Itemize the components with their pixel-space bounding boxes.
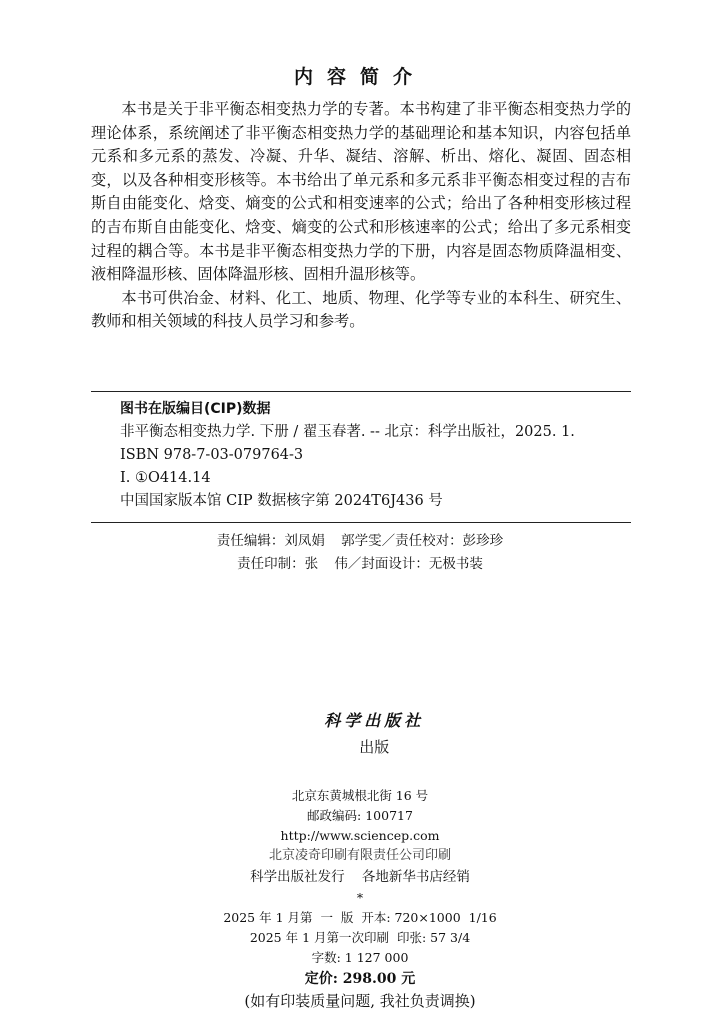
printer-line: 北京凌奇印刷有限责任公司印刷 <box>268 848 451 863</box>
cip-heading: 图书在版编目(CIP)数据 <box>120 401 271 417</box>
intro-paragraph-2: 本书可供冶金、材料、化工、地质、物理、化学等专业的本科生、研究生、教师和相关领域的科技人员学习和参考。 <box>91 288 631 331</box>
intro-title: 内容简介 <box>293 66 426 88</box>
intro-paragraph-1: 本书是关于非平衡态相变热力学的专著。本书构建了非平衡态相变热力学的理论体系，系统阐述了非平衡态相变热力学的基础理论和基本知识，内容包括单元系和多元系的蒸发、冷凝、升华、凝结、溶解、析出、熔化、凝固、固态相变，以及各种相变形核等。本书给出了单元系和多元系非平衡态相变过程的吉布斯自由能变化、焓变、熵变的公式和相变速率的公式；给出了各种相变形核过程的吉布斯自由能变化、焓变、熵变的公式和形核速率的公式；给出了多元系相变过程的耦合等。本书是非平衡态相变热力学的下册，内容是固态物质降温相变、液相降温形核、固体降温形核、固相升温形核等。 <box>91 100 631 284</box>
edition-line: 2025 年 1 月第 一 版 开本: 720×1000 1/16 <box>223 910 497 925</box>
intro-body <box>91 98 631 334</box>
cip-record: 非平衡态相变热力学. 下册 / 翟玉春著. -- 北京：科学出版社，2025. 1. <box>120 424 575 440</box>
publisher-suffix: 出版 <box>359 738 390 756</box>
separator-star: * <box>356 890 364 905</box>
publisher-address: 北京东黄城根北街 16 号 <box>291 788 429 803</box>
credits-editors: 责任编辑：刘凤娟 郭学雯／责任校对：彭珍珍 <box>216 533 504 549</box>
publisher-block <box>0 682 720 1012</box>
distribution-line: 科学出版社发行 各地新华书店经销 <box>250 869 470 885</box>
cip-isbn: ISBN 978-7-03-079764-3 <box>120 447 304 463</box>
publisher-name-row <box>0 682 720 786</box>
word-count-line: 字数: 1 127 000 <box>311 950 409 965</box>
printing-line: 2025 年 1 月第一次印刷 印张: 57 3/4 <box>249 930 471 945</box>
publisher-url: http://www.sciencep.com <box>280 828 440 843</box>
publisher-logo-text: 科学出版社 <box>324 711 425 730</box>
credits-production: 责任印制：张 伟／封面设计：无极书装 <box>237 556 483 572</box>
publisher-postcode: 邮政编码: 100717 <box>307 808 413 823</box>
price-line: 定价: 298.00 元 <box>304 971 416 987</box>
cip-top-rule <box>91 391 631 392</box>
quality-notice: (如有印装质量问题, 我社负责调换) <box>244 992 476 1010</box>
cip-bottom-rule <box>91 522 631 523</box>
cip-classification: Ⅰ. ①O414.14 <box>120 470 211 486</box>
cip-block <box>120 398 640 513</box>
credits-block <box>0 530 720 576</box>
cip-number: 中国国家版本馆 CIP 数据核字第 2024T6J436 号 <box>120 493 443 509</box>
